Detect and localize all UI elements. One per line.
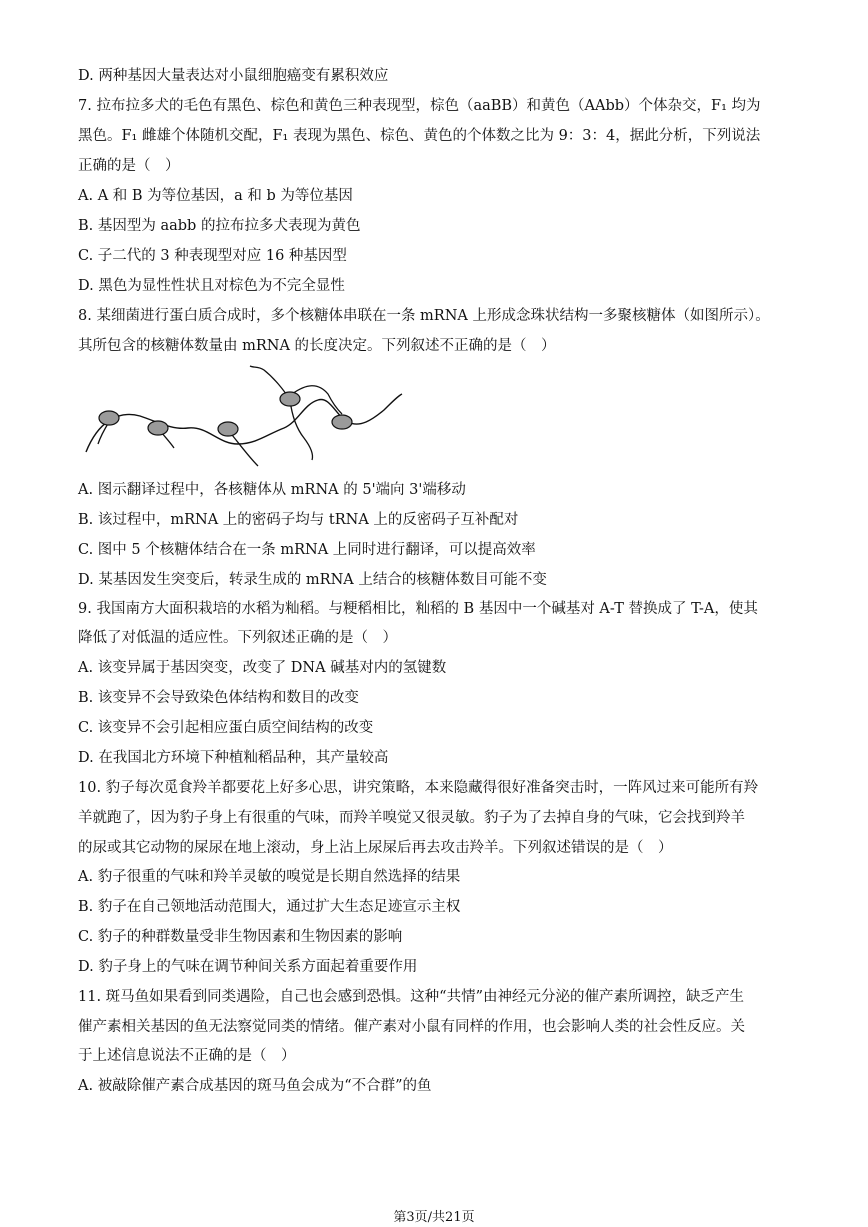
q10-stem-line-1: 10. 豹子每次觅食羚羊都要花上好多心思，讲究策略，本来隐藏得很好准备突击时，一阵风过来可能所有羚 (78, 780, 759, 796)
mrna-strand (86, 394, 402, 452)
q9-stem-line-1: 9. 我国南方大面积栽培的水稻为籼稻。与粳稻相比，籼稻的 B 基因中一个碱基对 A-T 替换成了 T-A，使其 (78, 601, 758, 617)
q10-option-d: D. 豹子身上的气味在调节种间关系方面起着重要作用 (78, 959, 418, 975)
q8-stem-line-2: 其所包含的核糖体数量由 mRNA 的长度决定。下列叙述不正确的是（ ） (78, 338, 556, 354)
q8-stem-line-1: 8. 某细菌进行蛋白质合成时，多个核糖体串联在一条 mRNA 上形成念珠状结构一多聚核糖体（如图所示）。 (78, 308, 770, 324)
q8-option-b: B. 该过程中，mRNA 上的密码子均与 tRNA 上的反密码子互补配对 (78, 512, 519, 528)
polyribosome-figure (78, 364, 418, 472)
polypeptide-chain (290, 400, 313, 460)
q10-option-c: C. 豹子的种群数量受非生物因素和生物因素的影响 (78, 929, 403, 945)
q11-option-a: A. 被敲除催产素合成基因的斑马鱼会成为“不合群”的鱼 (78, 1078, 432, 1094)
q9-stem-line-2: 降低了对低温的适应性。下列叙述正确的是（ ） (78, 630, 397, 646)
ribosome (99, 411, 119, 425)
q9-option-b: B. 该变异不会导致染色体结构和数目的改变 (78, 690, 359, 706)
q10-stem-line-3: 的尿或其它动物的屎尿在地上滚动，身上沾上尿屎后再去攻击羚羊。下列叙述错误的是（ ） (78, 840, 673, 856)
q8-option-c: C. 图中 5 个核糖体结合在一条 mRNA 上同时进行翻译，可以提高效率 (78, 542, 536, 558)
q7-stem-line-2: 黑色。F₁ 雌雄个体随机交配，F₁ 表现为黑色、棕色、黄色的个体数之比为 9：3：4，据此分析，下列说法 (78, 128, 761, 144)
ribosome (280, 392, 300, 406)
q9-option-d: D. 在我国北方环境下种植籼稻品种，其产量较高 (78, 750, 389, 766)
q11-stem-line-3: 于上述信息说法不正确的是（ ） (78, 1048, 296, 1064)
q8-option-a: A. 图示翻译过程中，各核糖体从 mRNA 的 5'端向 3'端移动 (78, 482, 466, 498)
q7-stem-line-1: 7. 拉布拉多犬的毛色有黑色、棕色和黄色三种表现型，棕色（aaBB）和黄色（AAbb）个体杂交，F₁ 均为 (78, 98, 761, 114)
q11-stem-line-2: 催产素相关基因的鱼无法察觉同类的情绪。催产素对小鼠有同样的作用，也会影响人类的社会性反应。关 (78, 1019, 745, 1035)
q10-option-b: B. 豹子在自己领地活动范围大，通过扩大生态足迹宣示主权 (78, 899, 461, 915)
ribosome (218, 422, 238, 436)
q10-stem-line-2: 羊就跑了，因为豹子身上有很重的气味，而羚羊嗅觉又很灵敏。豹子为了去掉自身的气味，它会找到羚羊 (78, 810, 745, 826)
q7-option-c: C. 子二代的 3 种表现型对应 16 种基因型 (78, 248, 347, 264)
q11-stem-line-1: 11. 斑马鱼如果看到同类遇险，自己也会感到恐惧。这种“共情”由神经元分泌的催产素所调控，缺乏产生 (78, 989, 744, 1005)
q6-option-d: D. 两种基因大量表达对小鼠细胞癌变有累积效应 (78, 68, 389, 84)
q9-option-c: C. 该变异不会引起相应蛋白质空间结构的改变 (78, 720, 374, 736)
ribosome (148, 421, 168, 435)
q10-option-a: A. 豹子很重的气味和羚羊灵敏的嗅觉是长期自然选择的结果 (78, 869, 461, 885)
q8-option-d: D. 某基因发生突变后，转录生成的 mRNA 上结合的核糖体数目可能不变 (78, 572, 547, 588)
ribosome (332, 415, 352, 429)
q9-option-a: A. 该变异属于基因突变，改变了 DNA 碱基对内的氢键数 (78, 660, 447, 676)
q7-option-b: B. 基因型为 aabb 的拉布拉多犬表现为黄色 (78, 218, 361, 234)
q7-option-a: A. A 和 B 为等位基因，a 和 b 为等位基因 (78, 188, 353, 204)
q7-stem-line-3: 正确的是（ ） (78, 158, 180, 174)
page-number-footer: 第3页/共21页 (393, 1210, 475, 1225)
q7-option-d: D. 黑色为显性性状且对棕色为不完全显性 (78, 278, 345, 294)
